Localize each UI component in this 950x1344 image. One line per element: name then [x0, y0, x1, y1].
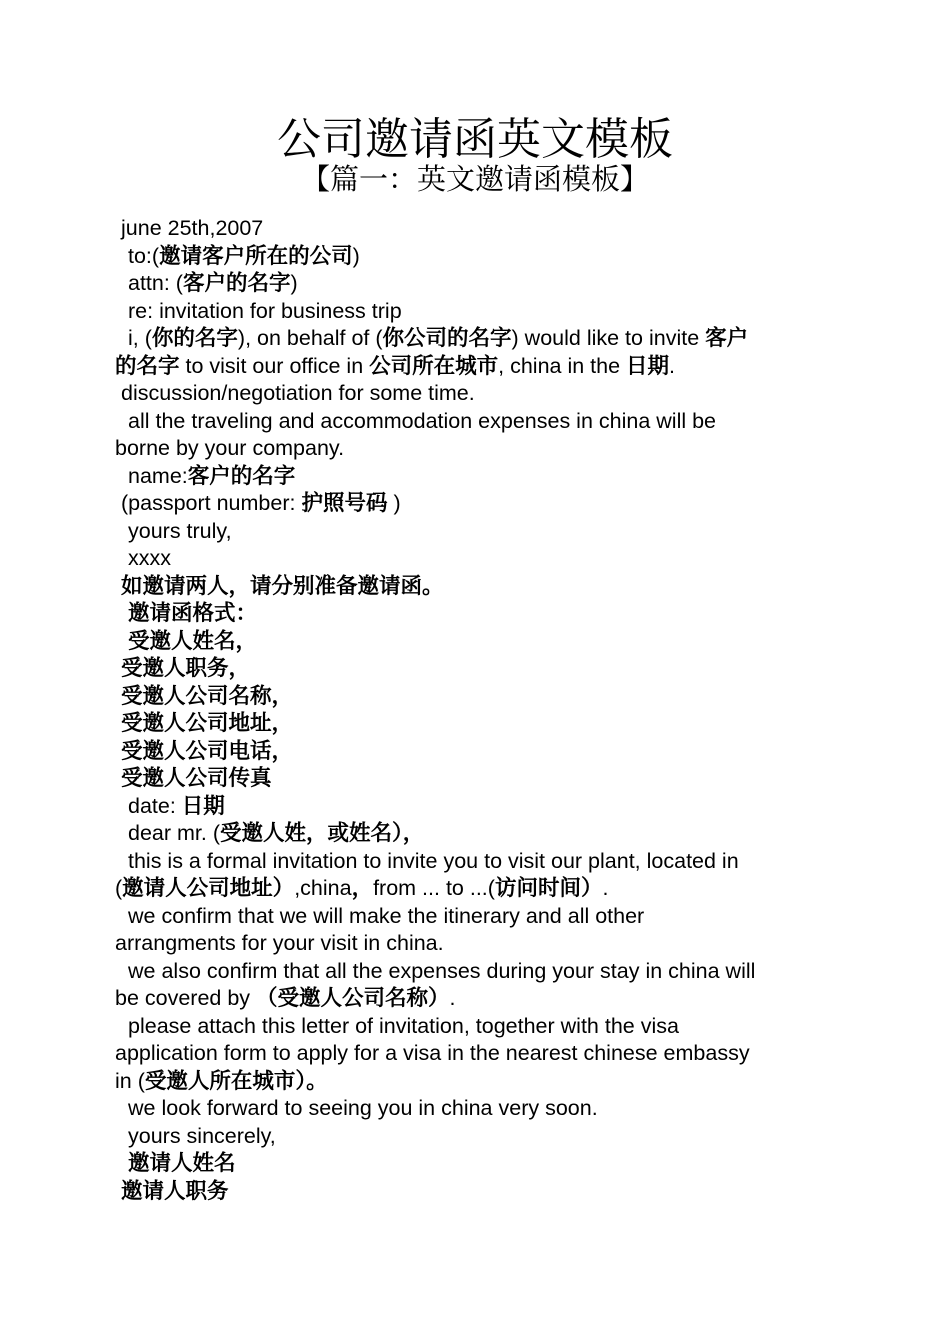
passport-line: (passport number: 护照号码 ) [121, 491, 401, 515]
format-heading: 邀请函格式： [128, 601, 258, 625]
paragraph-line: arrangments for your visit in china. [115, 931, 444, 955]
paragraph-line: in (受邀人所在城市）。 [115, 1068, 328, 1093]
format-item: 受邀人公司名称， [121, 683, 294, 708]
attn-line: attn: (客户的名字) [128, 271, 298, 295]
to-line: to:(邀请客户所在的公司) [128, 243, 360, 268]
date-line: june 25th,2007 [121, 216, 264, 240]
note-line: 如邀请两人，请分别准备邀请函。 [121, 573, 444, 598]
format-item: 受邀人职务， [121, 656, 251, 680]
paragraph-line: i, (你的名字), on behalf of (你公司的名字) would like to invite 客户 [128, 326, 749, 350]
inviter-title-line: 邀请人职务 [121, 1178, 229, 1203]
date-field-line: date: 日期 [128, 793, 225, 818]
paragraph-line: 的名字 to visit our office in 公司所在城市, china in the 日期. [115, 353, 676, 378]
re-line: re: invitation for business trip [128, 298, 402, 323]
paragraph-line: we also confirm that all the expenses during your stay in china will [128, 958, 756, 983]
format-item: 受邀人公司电话， [121, 738, 294, 763]
paragraph-line: borne by your company. [115, 436, 345, 460]
closing-line: yours truly, [128, 518, 232, 543]
closing-line: yours sincerely, [128, 1123, 276, 1148]
paragraph-line: discussion/negotiation for some time. [121, 381, 475, 405]
signature-line: xxxx [128, 546, 171, 570]
paragraph-line: this is a formal invitation to invite you to visit our plant, located in [128, 848, 739, 873]
format-item: 受邀人公司传真 [121, 766, 272, 790]
page-subtitle: 【篇一：英文邀请函模板】 [300, 164, 649, 196]
paragraph-line: please attach this letter of invitation, together with the visa [128, 1013, 679, 1038]
paragraph-line: (邀请人公司地址）,china，from ... to ...(访问时间）. [115, 876, 609, 900]
paragraph-line: application form to apply for a visa in the nearest chinese embassy [115, 1041, 750, 1065]
format-item: 受邀人公司地址， [121, 711, 294, 735]
inviter-name-line: 邀请人姓名 [128, 1151, 236, 1175]
name-line: name:客户的名字 [128, 463, 296, 488]
paragraph-line: we confirm that we will make the itinerary and all other [128, 903, 645, 928]
paragraph-line: all the traveling and accommodation expenses in china will be [128, 408, 717, 433]
letter-body [115, 215, 835, 1205]
salutation-line: dear mr. (受邀人姓，或姓名）， [128, 821, 425, 845]
paragraph-line: we look forward to seeing you in china very soon. [128, 1096, 598, 1120]
page-title: 公司邀请函英文模板 [277, 115, 673, 164]
paragraph-line: be covered by （受邀人公司名称）. [115, 986, 456, 1010]
format-item: 受邀人姓名， [128, 628, 258, 653]
